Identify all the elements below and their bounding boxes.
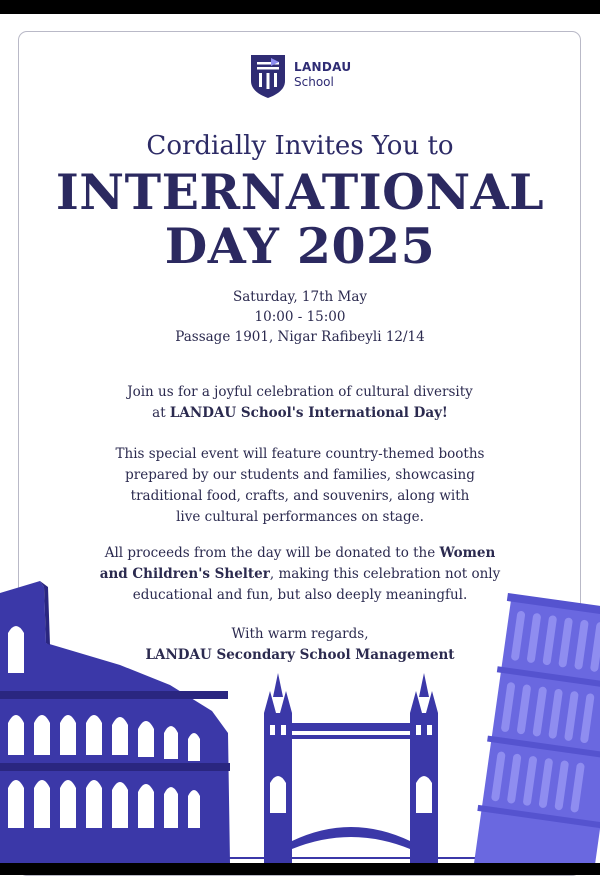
event-details bbox=[0, 287, 600, 347]
feature-line2: prepared by our students and families, showcasing bbox=[125, 467, 475, 483]
intro-line2-bold: LANDAU School's International Day! bbox=[169, 405, 448, 421]
title-line1: INTERNATIONAL bbox=[55, 163, 545, 221]
top-black-bar bbox=[0, 0, 600, 14]
intro-line2 bbox=[0, 403, 600, 424]
bottom-black-bar bbox=[0, 863, 600, 875]
colosseum-illustration bbox=[0, 581, 230, 863]
donation-line2-bold: and Children's Shelter bbox=[99, 566, 270, 582]
school-logo bbox=[249, 53, 359, 99]
feature-line4: live cultural performances on stage. bbox=[176, 509, 424, 525]
event-date: Saturday, 17th May bbox=[232, 289, 368, 305]
feature-line3: traditional food, crafts, and souvenirs, along with bbox=[130, 488, 470, 504]
event-time: 10:00 - 15:00 bbox=[254, 309, 346, 325]
shield-icon bbox=[249, 53, 287, 99]
intro-line1: Join us for a joyful celebration of cultural diversity bbox=[127, 384, 473, 400]
invite-line: Cordially Invites You to bbox=[146, 131, 454, 161]
intro-paragraph bbox=[0, 382, 600, 424]
ground-line bbox=[220, 857, 500, 859]
title-line2: DAY 2025 bbox=[164, 217, 436, 275]
donation-line2-post: , making this celebration not only bbox=[269, 566, 501, 582]
landmarks-illustration bbox=[0, 573, 600, 863]
intro-line2-pre: at bbox=[152, 405, 170, 421]
donation-line3: educational and fun, but also deeply meaningful. bbox=[132, 587, 468, 603]
feature-line1: This special event will feature country-themed booths bbox=[115, 446, 485, 462]
tower-bridge-illustration bbox=[264, 673, 438, 863]
feature-paragraph bbox=[0, 444, 600, 528]
signature-text: LANDAU Secondary School Management bbox=[145, 647, 455, 663]
event-location: Passage 1901, Nigar Rafibeyli 12/14 bbox=[175, 329, 425, 345]
event-title bbox=[0, 165, 600, 273]
donation-line1-pre: All proceeds from the day will be donated to the bbox=[104, 545, 440, 561]
donation-line1 bbox=[0, 543, 600, 564]
donation-line1-bold: Women bbox=[439, 545, 496, 561]
logo-line1: LANDAU bbox=[294, 60, 352, 74]
logo-line2: School bbox=[294, 75, 334, 89]
closing-regards: With warm regards, bbox=[231, 626, 369, 642]
leaning-tower-illustration bbox=[470, 593, 600, 863]
